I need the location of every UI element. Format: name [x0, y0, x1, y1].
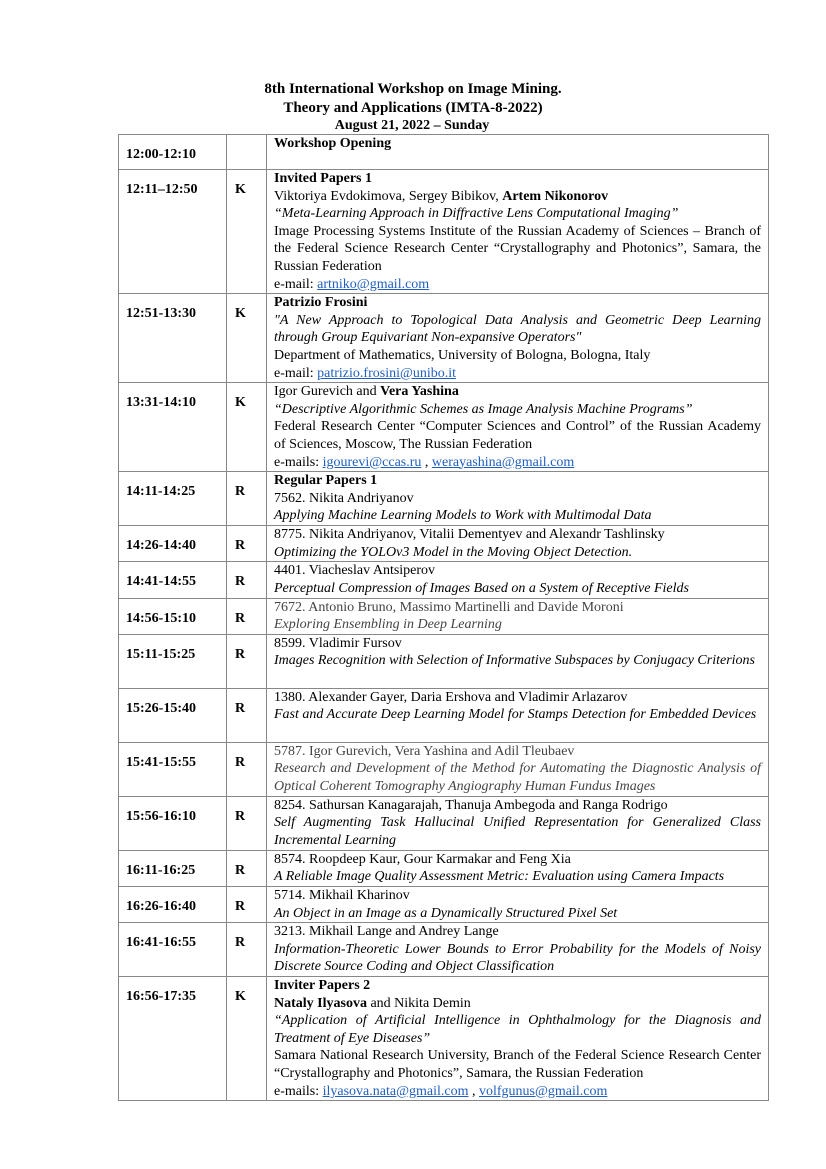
- detail-line: 7562. Nikita Andriyanov: [274, 490, 414, 506]
- session-details: [267, 170, 769, 294]
- session-time: 14:26-14:40: [119, 526, 227, 562]
- session-details: [267, 850, 769, 886]
- email-link[interactable]: volfgunus@gmail.com: [478, 1083, 608, 1099]
- detail-line: Samara National Research University, Branch of the Federal Science Research Center “Crystallography and Photonics”, Samara, the Russian Federation: [274, 1048, 761, 1082]
- session-time: 15:26-15:40: [119, 688, 227, 742]
- session-details: [267, 294, 769, 383]
- email-link[interactable]: artniko@gmail.com: [317, 276, 430, 292]
- detail-line: e-mails: igourevi@ccas.ru , werayashina@gmail.com: [274, 454, 575, 470]
- detail-line: Optimizing the YOLOv3 Model in the Moving Object Detection.: [274, 544, 633, 560]
- session-time: 14:11-14:25: [119, 472, 227, 526]
- email-link[interactable]: ilyasova.nata@gmail.com: [322, 1083, 469, 1099]
- detail-line: Applying Machine Learning Models to Work with Multimodal Data: [274, 508, 652, 524]
- session-time: 13:31-14:10: [119, 383, 227, 472]
- session-type: R: [227, 598, 267, 634]
- session-type: K: [227, 170, 267, 294]
- title-date: August 21, 2022 – Sunday: [334, 118, 490, 133]
- detail-line: A Reliable Image Quality Assessment Metric: Evaluation using Camera Impacts: [274, 869, 725, 885]
- detail-line: e-mail: patrizio.frosini@unibo.it: [274, 365, 457, 381]
- schedule-row: [119, 562, 769, 598]
- detail-line: 8599. Vladimir Fursov: [274, 635, 402, 651]
- session-details: [267, 598, 769, 634]
- session-time: 16:56-17:35: [119, 977, 227, 1101]
- coauthor-name: and Nikita Demin: [366, 995, 471, 1011]
- detail-line: Information-Theoretic Lower Bounds to Error Probability for the Models of Noisy Discrete Source Coding and Object Classification: [274, 941, 761, 975]
- detail-line: Fast and Accurate Deep Learning Model for Stamps Detection for Embedded Devices: [274, 707, 757, 723]
- session-type: R: [227, 634, 267, 688]
- session-details: [267, 562, 769, 598]
- detail-line: 7672. Antonio Bruno, Massimo Martinelli and Davide Moroni: [274, 599, 624, 615]
- detail-line: Inviter Papers 2: [274, 978, 371, 994]
- schedule-row: [119, 598, 769, 634]
- schedule-row: [119, 526, 769, 562]
- schedule-row: [119, 294, 769, 383]
- session-type: R: [227, 886, 267, 922]
- session-time: 15:11-15:25: [119, 634, 227, 688]
- schedule-row: [119, 742, 769, 796]
- session-time: 14:56-15:10: [119, 598, 227, 634]
- detail-line: 5787. Igor Gurevich, Vera Yashina and Adil Tleubaev: [274, 743, 575, 759]
- detail-line: Regular Papers 1: [274, 473, 378, 489]
- detail-line: 4401. Viacheslav Antsiperov: [274, 563, 436, 579]
- detail-line: e-mail: artniko@gmail.com: [274, 276, 430, 292]
- schedule-row: [119, 170, 769, 294]
- detail-line: Department of Mathematics, University of Bologna, Bologna, Italy: [274, 347, 651, 363]
- detail-line: 3213. Mikhail Lange and Andrey Lange: [274, 924, 499, 940]
- email-link[interactable]: werayashina@gmail.com: [431, 454, 575, 470]
- session-type: R: [227, 742, 267, 796]
- detail-line: Nataly Ilyasova and Nikita Demin: [274, 995, 471, 1011]
- schedule-row: [119, 977, 769, 1101]
- schedule-row: [119, 634, 769, 688]
- detail-line: 1380. Alexander Gayer, Daria Ershova and Vladimir Arlazarov: [274, 689, 628, 705]
- session-type: R: [227, 472, 267, 526]
- detail-line: Images Recognition with Selection of Informative Subspaces by Conjugacy Criterions: [274, 653, 755, 669]
- session-type: R: [227, 850, 267, 886]
- detail-line: Self Augmenting Task Hallucinal Unified Representation for Generalized Class Incremental Learning: [274, 815, 761, 848]
- schedule-row: [119, 850, 769, 886]
- session-type: K: [227, 977, 267, 1101]
- schedule-row: [119, 383, 769, 472]
- session-details: [267, 472, 769, 526]
- email-link[interactable]: igourevi@ccas.ru: [322, 454, 422, 470]
- title-line-2: Theory and Applications (IMTA-8-2022): [283, 100, 543, 116]
- session-time: 12:11–12:50: [119, 170, 227, 294]
- session-details: [267, 383, 769, 472]
- session-type: [227, 135, 267, 170]
- session-details: [267, 742, 769, 796]
- detail-line: Workshop Opening: [274, 136, 392, 151]
- detail-line: 8254. Sathursan Kanagarajah, Thanuja Ambegoda and Ranga Rodrigo: [274, 797, 668, 813]
- presenter-name: Vera Yashina: [380, 384, 459, 400]
- session-type: R: [227, 923, 267, 977]
- session-type: R: [227, 562, 267, 598]
- session-type: R: [227, 688, 267, 742]
- session-type: K: [227, 294, 267, 383]
- session-time: 14:41-14:55: [119, 562, 227, 598]
- session-time: 12:51-13:30: [119, 294, 227, 383]
- schedule-table: [118, 134, 769, 1101]
- session-details: [267, 526, 769, 562]
- presenter-name: Artem Nikonorov: [502, 188, 609, 204]
- detail-line: e-mails: ilyasova.nata@gmail.com , volfgunus@gmail.com: [274, 1083, 608, 1099]
- schedule-row: [119, 923, 769, 977]
- session-time: 12:00-12:10: [119, 135, 227, 170]
- detail-line: 8775. Nikita Andriyanov, Vitalii Dementyev and Alexandr Tashlinsky: [274, 527, 665, 543]
- detail-line: 8574. Roopdeep Kaur, Gour Karmakar and Feng Xia: [274, 851, 571, 867]
- session-type: K: [227, 383, 267, 472]
- session-time: 16:26-16:40: [119, 886, 227, 922]
- schedule-row: [119, 472, 769, 526]
- session-details: [267, 688, 769, 742]
- detail-line: “Descriptive Algorithmic Schemes as Image Analysis Machine Programs”: [274, 401, 693, 417]
- schedule-row: [119, 688, 769, 742]
- session-type: R: [227, 796, 267, 850]
- detail-line: “Meta-Learning Approach in Diffractive Lens Computational Imaging”: [274, 206, 679, 222]
- detail-line: Viktoriya Evdokimova, Sergey Bibikov, Artem Nikonorov: [274, 188, 609, 204]
- detail-line: Image Processing Systems Institute of the Russian Academy of Sciences – Branch of the Federal Science Research Center “Crystallography and Photonics”, Samara, the Russian Federation: [274, 223, 761, 274]
- detail-line: Research and Development of the Method for Automating the Diagnostic Analysis of Optical Coherent Tomography Angiography Human Fundus Images: [274, 761, 761, 794]
- detail-line: Exploring Ensembling in Deep Learning: [274, 617, 502, 633]
- session-details: [267, 796, 769, 850]
- session-details: [267, 634, 769, 688]
- session-details: [267, 886, 769, 922]
- schedule-row: [119, 796, 769, 850]
- session-time: 15:56-16:10: [119, 796, 227, 850]
- detail-line: 5714. Mikhail Kharinov: [274, 887, 410, 903]
- title-line-1: 8th International Workshop on Image Mining.: [264, 81, 562, 97]
- session-details: [267, 135, 769, 170]
- email-link[interactable]: patrizio.frosini@unibo.it: [317, 365, 457, 381]
- document-title: [0, 80, 826, 133]
- session-time: 16:11-16:25: [119, 850, 227, 886]
- detail-line: An Object in an Image as a Dynamically Structured Pixel Set: [274, 905, 618, 921]
- detail-line: Federal Research Center “Computer Sciences and Control” of the Russian Academy of Sciences, Moscow, The Russian Federation: [274, 419, 761, 452]
- schedule-row: [119, 886, 769, 922]
- detail-line: “Application of Artificial Intelligence in Ophthalmology for the Diagnosis and Treatment of Eye Diseases”: [274, 1013, 761, 1046]
- session-details: [267, 923, 769, 977]
- session-time: 15:41-15:55: [119, 742, 227, 796]
- session-time: 16:41-16:55: [119, 923, 227, 977]
- detail-line: Invited Papers 1: [274, 171, 372, 186]
- session-type: R: [227, 526, 267, 562]
- detail-line: "A New Approach to Topological Data Analysis and Geometric Deep Learning through Group Equivariant Non-expansive Operators": [274, 312, 761, 346]
- detail-line: Perceptual Compression of Images Based on a System of Receptive Fields: [274, 580, 689, 596]
- detail-line: Igor Gurevich and Vera Yashina: [274, 384, 459, 400]
- detail-line: Patrizio Frosini: [274, 295, 368, 311]
- session-details: [267, 977, 769, 1101]
- schedule-row: [119, 135, 769, 170]
